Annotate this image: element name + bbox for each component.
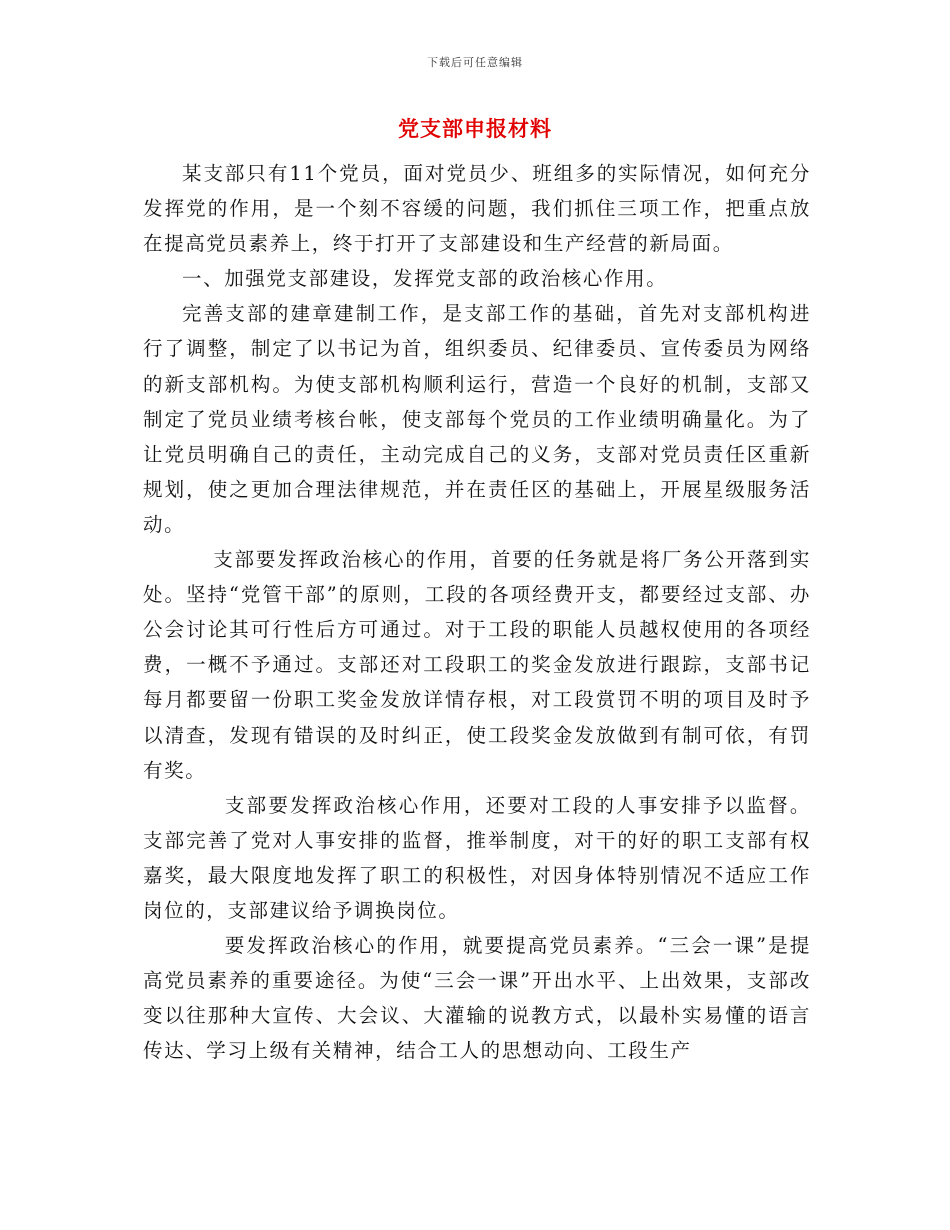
paragraph-intro: 某支部只有11个党员，面对党员少、班组多的实际情况，如何充分发挥党的作用，是一个刻不容缓的问题，我们抓住三项工作，把重点放在提高党员素养上，终于打开了支部建设和生产经营的新局面。 [143,162,811,256]
document-body [143,156,811,1068]
paragraph-branch-rules: 完善支部的建章建制工作，是支部工作的基础，首先对支部机构进行了调整，制定了以书记为首，组织委员、纪律委员、宣传委员为网络的新支部机构。为使支部机构顺利运行，营造一个良好的机制，支部又制定了党员业绩考核台帐，使支部每个党员的工作业绩明确量化。为了让党员明确自己的责任，主动完成自己的义务，支部对党员责任区重新规划，使之更加合理法律规范，并在责任区的基础上，开展星级服务活动。 [143,302,811,536]
header-note: 下载后可任意编辑 [427,56,523,69]
section-heading-1: 一、加强党支部建设，发挥党支部的政治核心作用。 [182,267,668,291]
document-title: 党支部申报材料 [398,116,552,141]
paragraph-party-quality: 要发挥政治核心的作用，就要提高党员素养。“三会一课”是提高党员素养的重要途径。为使“三会一课”开出水平、上出效果，支部改变以往那种大宣传、大会议、大灌输的说教方式，以最朴实易懂的语言传达、学习上级有关精神，结合工人的思想动向、工段生产 [143,934,811,1063]
paragraph-factory-affairs: 支部要发挥政治核心的作用，首要的任务就是将厂务公开落到实处。坚持“党管干部”的原则，工段的各项经费开支，都要经过支部、办公会讨论其可行性后方可通过。对于工段的职能人员越权使用的各项经费，一概不予通过。支部还对工段职工的奖金发放进行跟踪，支部书记每月都要留一份职工奖金发放详情存根，对工段赏罚不明的项目及时予以清查，发现有错误的及时纠正，使工段奖金发放做到有制可依，有罚有奖。 [143,548,811,782]
paragraph-personnel: 支部要发挥政治核心作用，还要对工段的人事安排予以监督。支部完善了党对人事安排的监督，推举制度，对干的好的职工支部有权嘉奖，最大限度地发挥了职工的积极性，对因身体特别情况不适应工作岗位的，支部建议给予调换岗位。 [143,793,811,922]
